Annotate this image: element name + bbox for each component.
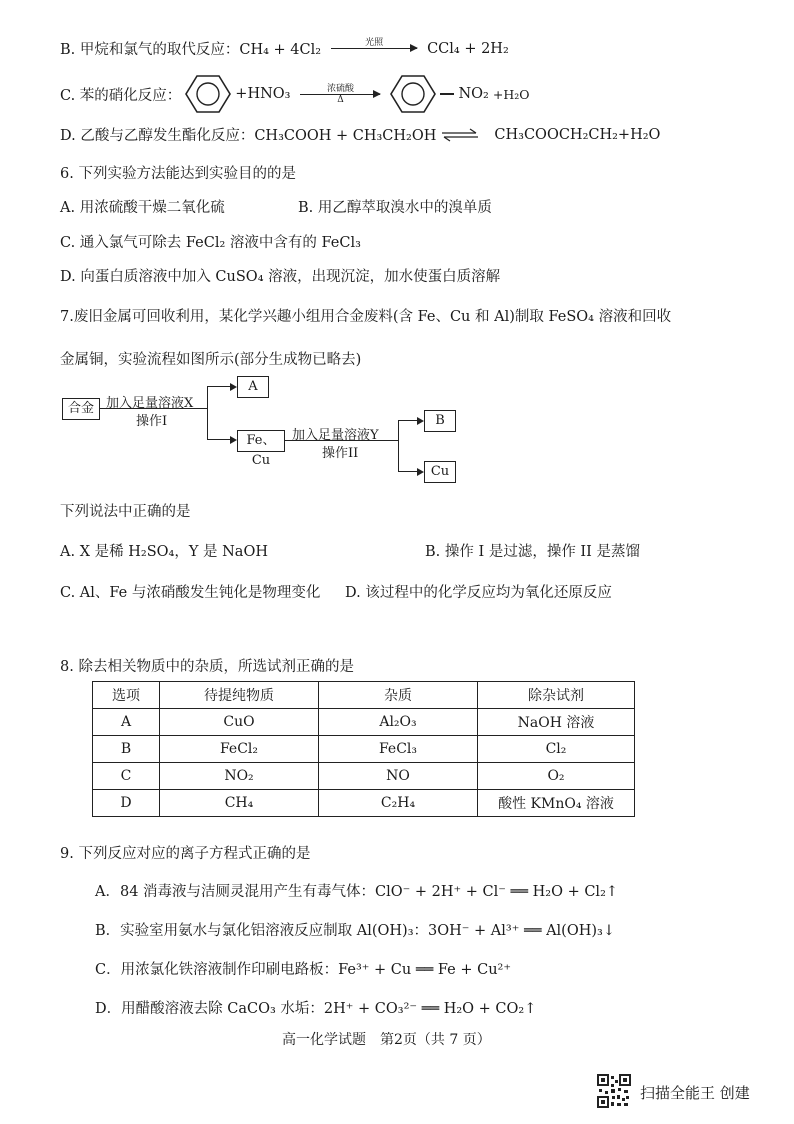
q7-option-b: B. 操作 I 是过滤，操作 II 是蒸馏 bbox=[425, 544, 640, 560]
table-cell: CuO bbox=[160, 709, 319, 736]
q6-option-c: C. 通入氯气可除去 FeCl₂ 溶液中含有的 FeCl₃ bbox=[60, 235, 361, 251]
q9-option-b: B．实验室用氨水与氯化铝溶液反应制取 Al(OH)₃：3OH⁻ + Al³⁺ ══ Al(OH)₃↓ bbox=[95, 923, 615, 939]
q6-stem: 6. 下列实验方法能达到实验目的的是 bbox=[60, 166, 296, 182]
q5-b-condition: 光照 bbox=[365, 38, 384, 48]
q5-option-c bbox=[60, 74, 530, 114]
q5-c-reagent: +HNO₃ bbox=[235, 86, 291, 102]
page-footer: 高一化学试题 第2页（共 7 页） bbox=[282, 1032, 491, 1048]
q9-option-d: D．用醋酸溶液去除 CaCO₃ 水垢：2H⁺ + CO₃²⁻ ══ H₂O + CO₂↑ bbox=[95, 1001, 537, 1017]
table-header-cell: 选项 bbox=[93, 682, 160, 709]
q6-option-b: B. 用乙醇萃取溴水中的溴单质 bbox=[298, 200, 492, 216]
q5-c-product-water: +H₂O bbox=[492, 86, 530, 102]
scanner-watermark: 扫描全能王 创建 bbox=[640, 1084, 750, 1102]
table-cell: C bbox=[93, 763, 160, 790]
table-cell: NaOH 溶液 bbox=[478, 709, 635, 736]
q8-reagent-table bbox=[92, 681, 635, 817]
q7-ask: 下列说法中正确的是 bbox=[60, 504, 191, 520]
table-header-row bbox=[93, 682, 635, 709]
table-cell: A bbox=[93, 709, 160, 736]
q5-c-product-group: NO₂ bbox=[458, 86, 489, 102]
flow-step2-top: 加入足量溶液Y bbox=[292, 428, 379, 443]
benzene-ring-icon bbox=[390, 74, 436, 114]
q7-option-d: D. 该过程中的化学反应均为氧化还原反应 bbox=[345, 585, 612, 601]
q7-stem-line1: 7.废旧金属可回收利用，某化学兴趣小组用合金废料(含 Fe、Cu 和 Al)制取 FeSO₄ 溶液和回收 bbox=[60, 309, 672, 325]
reaction-arrow bbox=[331, 38, 417, 59]
table-cell: 酸性 KMnO₄ 溶液 bbox=[478, 790, 635, 817]
flow-box-cu: Cu bbox=[424, 461, 456, 483]
q5-c-label: C. 苯的硝化反应： bbox=[60, 87, 182, 104]
flow-box-fe-cu: Fe、Cu bbox=[237, 430, 285, 452]
table-cell: Al₂O₃ bbox=[319, 709, 478, 736]
q5-b-product: CCl₄ + 2H₂ bbox=[427, 40, 509, 57]
benzene-ring-icon bbox=[185, 74, 231, 114]
flow-box-a: A bbox=[237, 376, 269, 398]
table-cell: D bbox=[93, 790, 160, 817]
table-cell: C₂H₄ bbox=[319, 790, 478, 817]
flow-step2-bottom: 操作II bbox=[322, 446, 359, 461]
q8-stem: 8. 除去相关物质中的杂质，所选试剂正确的是 bbox=[60, 659, 354, 675]
table-row bbox=[93, 736, 635, 763]
q5-c-condition-bottom: Δ bbox=[337, 94, 344, 105]
table-cell: O₂ bbox=[478, 763, 635, 790]
table-cell: FeCl₂ bbox=[160, 736, 319, 763]
table-row bbox=[93, 763, 635, 790]
q9-option-a: A．84 消毒液与洁厕灵混用产生有毒气体：ClO⁻ + 2H⁺ + Cl⁻ ══ H₂O + Cl₂↑ bbox=[95, 884, 619, 900]
flow-step1-bottom: 操作I bbox=[136, 414, 168, 429]
table-row bbox=[93, 709, 635, 736]
table-cell: NO₂ bbox=[160, 763, 319, 790]
q5-d-label: D. 乙酸与乙醇发生酯化反应：CH₃COOH + CH₃CH₂OH bbox=[60, 128, 437, 144]
q5-d-product: CH₃COOCH₂CH₂+H₂O bbox=[494, 126, 661, 143]
q5-c-condition-top: 浓硫酸 bbox=[326, 83, 354, 94]
q6-option-a: A. 用浓硫酸干燥二氧化硫 bbox=[60, 200, 225, 216]
table-cell: FeCl₃ bbox=[319, 736, 478, 763]
q7-option-c: C. Al、Fe 与浓硝酸发生钝化是物理变化 bbox=[60, 585, 321, 601]
q6-option-d: D. 向蛋白质溶液中加入 CuSO₄ 溶液，出现沉淀，加水使蛋白质溶解 bbox=[60, 269, 501, 285]
flow-box-alloy: 合金 bbox=[62, 398, 100, 420]
q7-stem-line2: 金属铜，实验流程如图所示(部分生成物已略去) bbox=[60, 352, 362, 368]
q9-option-c: C．用浓氯化铁溶液制作印刷电路板：Fe³⁺ + Cu ══ Fe + Cu²⁺ bbox=[95, 962, 512, 978]
table-header-cell: 除杂试剂 bbox=[478, 682, 635, 709]
q5-option-b bbox=[60, 38, 509, 59]
reversible-arrow-icon bbox=[440, 128, 480, 142]
qr-code-icon bbox=[597, 1074, 631, 1108]
q9-stem: 9. 下列反应对应的离子方程式正确的是 bbox=[60, 846, 311, 862]
reaction-arrow bbox=[300, 84, 380, 105]
table-header-cell: 杂质 bbox=[319, 682, 478, 709]
q7-option-a: A. X 是稀 H₂SO₄，Y 是 NaOH bbox=[60, 544, 268, 560]
table-cell: B bbox=[93, 736, 160, 763]
table-cell: Cl₂ bbox=[478, 736, 635, 763]
flow-step1-top: 加入足量溶液X bbox=[106, 396, 194, 411]
q5-option-d bbox=[60, 124, 660, 145]
table-row bbox=[93, 790, 635, 817]
table-cell: NO bbox=[319, 763, 478, 790]
table-cell: CH₄ bbox=[160, 790, 319, 817]
q5-b-label: B. 甲烷和氯气的取代反应：CH₄ + 4Cl₂ bbox=[60, 42, 322, 58]
flow-box-b: B bbox=[424, 410, 456, 432]
table-header-cell: 待提纯物质 bbox=[160, 682, 319, 709]
